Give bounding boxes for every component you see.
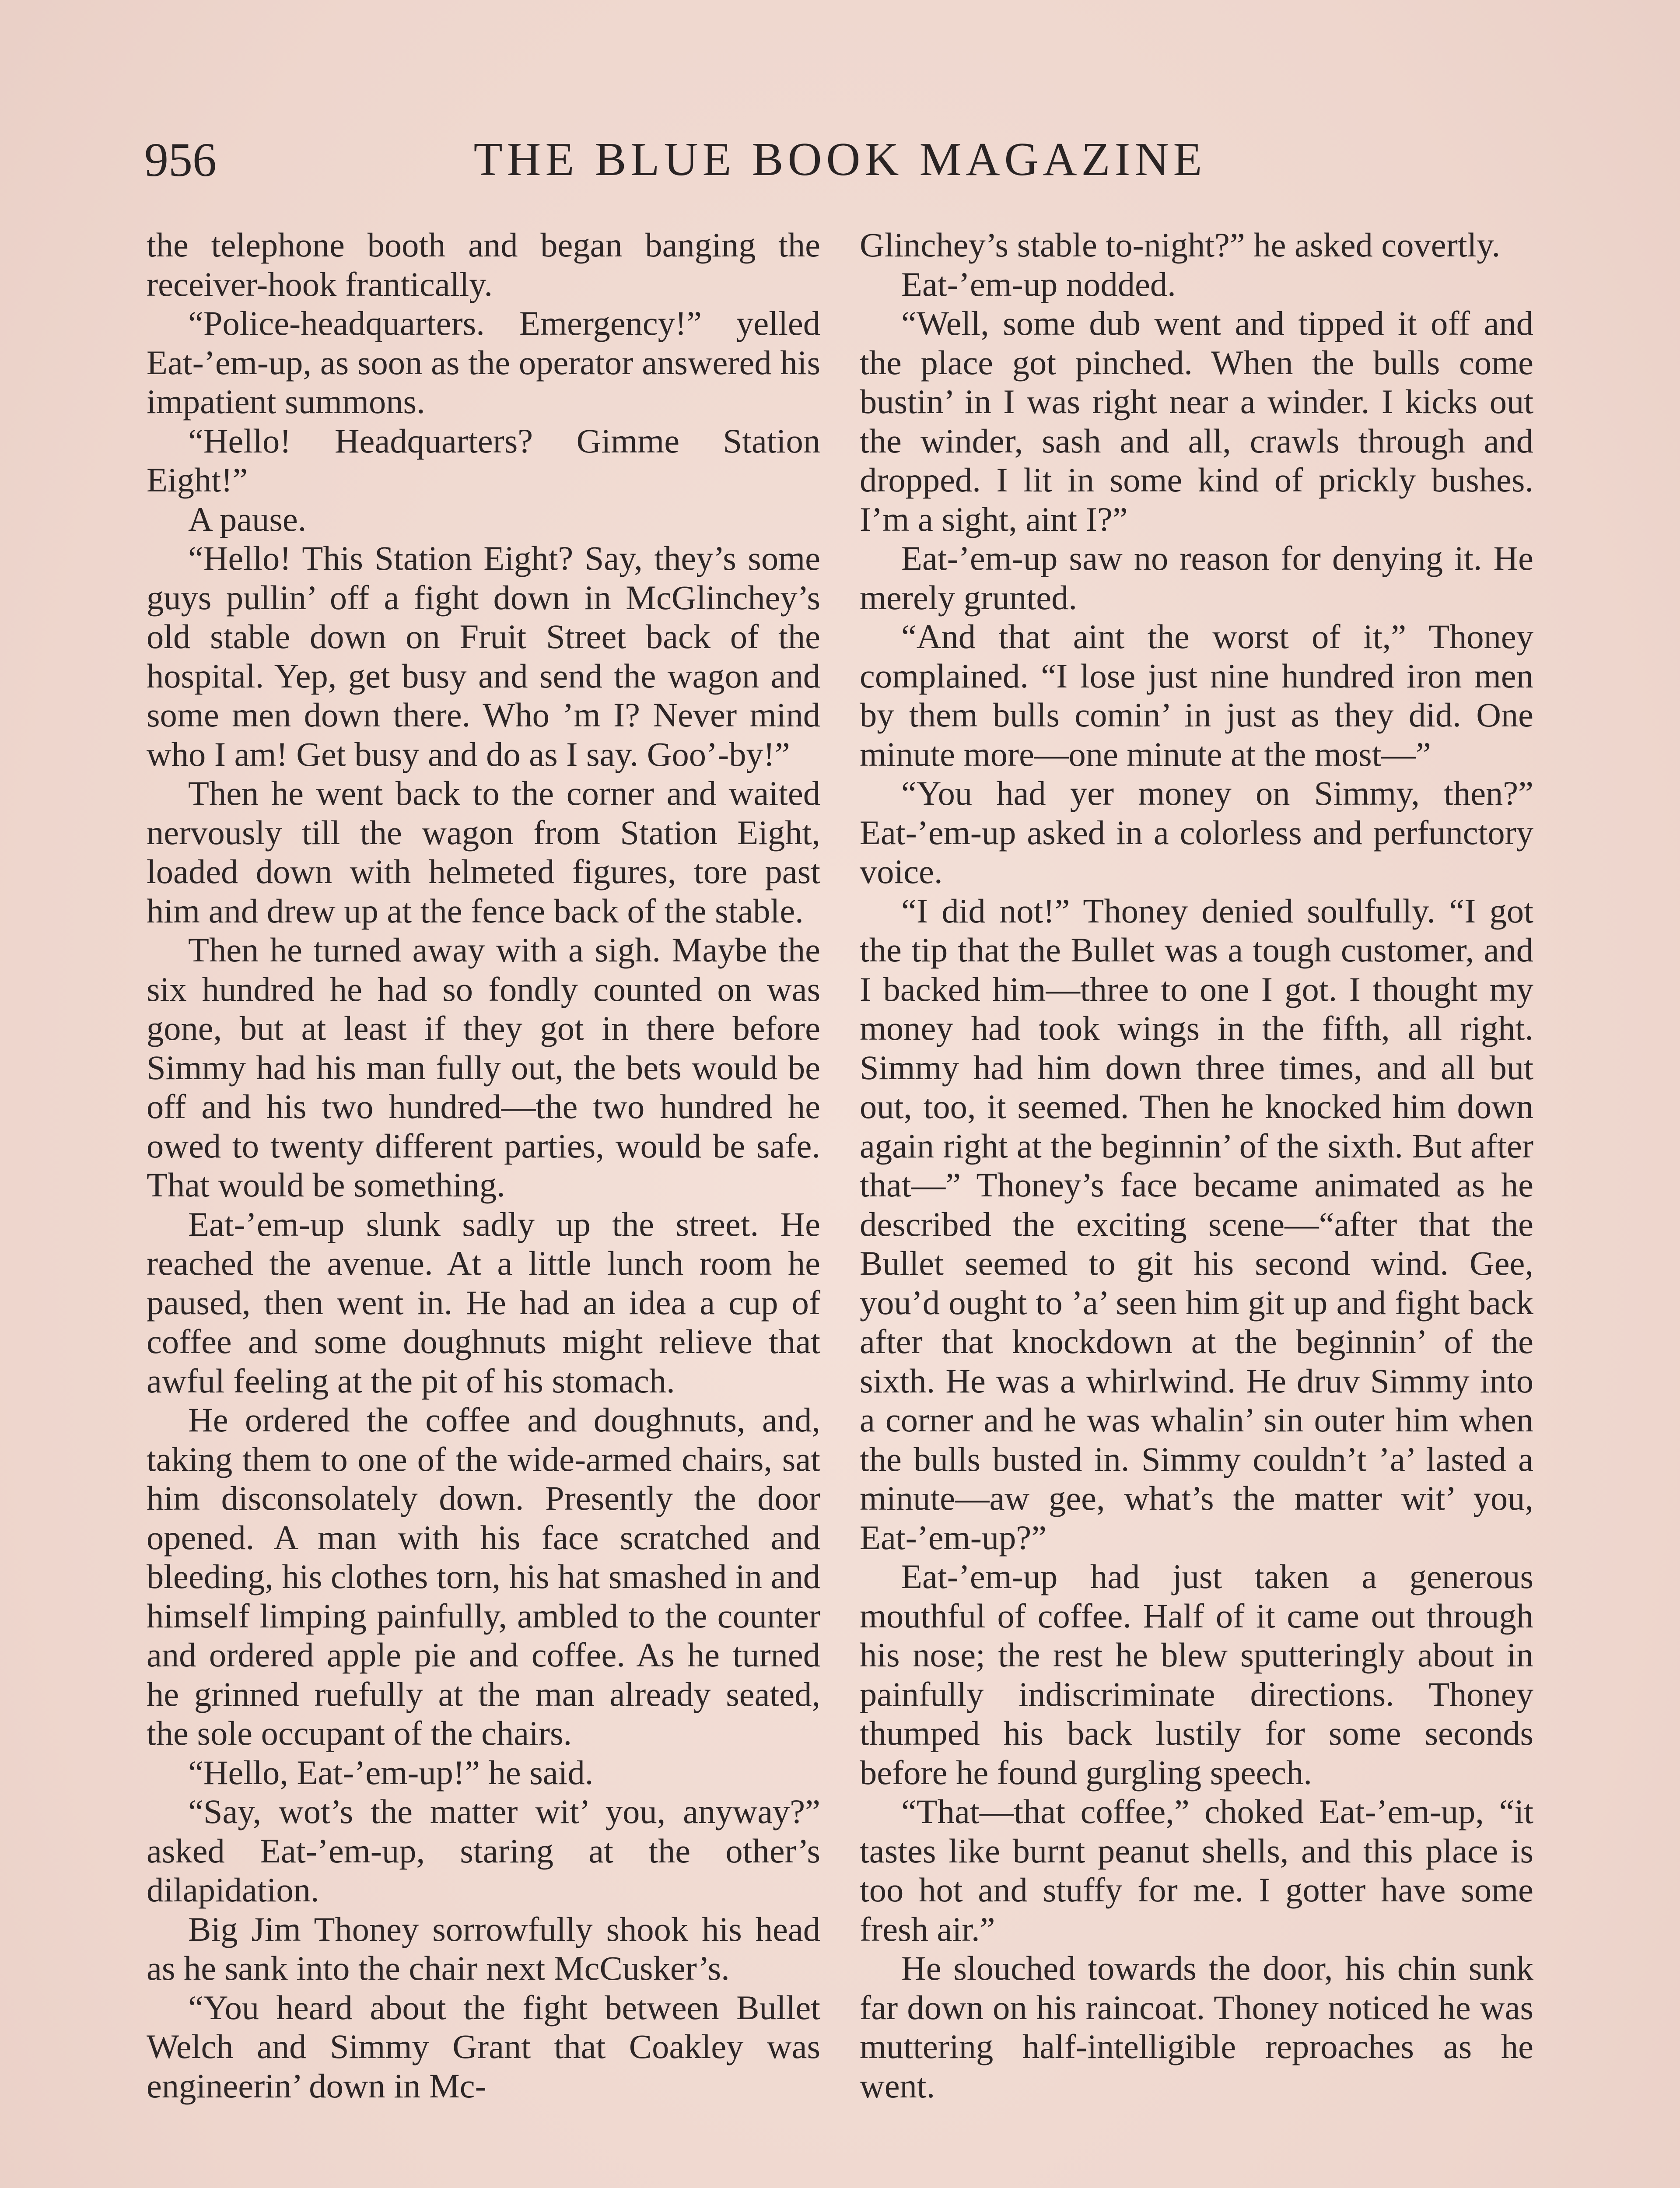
paragraph: “You heard about the fight between Bullet Welch and Simmy Grant that Coakley was engineerin’ down in Mc-	[147, 1988, 820, 2105]
paragraph: Big Jim Thoney sorrowfully shook his head as he sank into the chair next McCusker’s.	[147, 1910, 820, 1987]
paragraph: “Police-headquarters. Emergency!” yelled Eat-’em-up, as soon as the operator answered his impatient summons.	[147, 304, 820, 421]
right-text-column	[860, 225, 1533, 2105]
paragraph: “You had yer money on Simmy, then?” Eat-’em-up asked in a colorless and perfunctory voice.	[860, 774, 1533, 891]
paragraph: “Hello, Eat-’em-up!” he said.	[188, 1753, 594, 1792]
paragraph: “And that aint the worst of it,” Thoney complained. “I lose just nine hundred iron men by them bulls comin’ in just as they did. One minute more—one minute at the most—”	[860, 617, 1533, 773]
paragraph: “That—that coffee,” choked Eat-’em-up, “it tastes like burnt peanut shells, and this place is too hot and stuffy for me. I gotter have some fresh air.”	[860, 1792, 1533, 1948]
paragraph: Eat-’em-up had just taken a generous mouthful of coffee. Half of it came out through his nose; the rest he blew sputteringly about in painfully indiscriminate directions. Thoney thumped his back lustily for some seconds before he found gurgling speech.	[860, 1557, 1533, 1792]
magazine-title: THE BLUE BOOK MAGAZINE	[473, 133, 1207, 186]
paragraph: the telephone booth and began banging the receiver-hook frantically.	[147, 226, 820, 303]
paragraph: “Hello! This Station Eight? Say, they’s some guys pullin’ off a fight down in McGlinchey’s old stable down on Fruit Street back of the hospital. Yep, get busy and send the wagon and some men down there. Who ’m I? Never mind who I am! Get busy and do as I say. Goo’-by!”	[147, 539, 820, 773]
paragraph: A pause.	[188, 500, 307, 538]
paragraph: Eat-’em-up saw no reason for denying it. He merely grunted.	[860, 539, 1533, 617]
paragraph: “Well, some dub went and tipped it off and the place got pinched. When the bulls come bustin’ in I was right near a winder. I kicks out the winder, sash and all, crawls through and dropped. I lit in some kind of prickly bushes. I’m a sight, aint I?”	[860, 304, 1533, 538]
paragraph: Eat-’em-up slunk sadly up the street. He reached the avenue. At a little lunch room he paused, then went in. He had an idea a cup of coffee and some doughnuts might relieve that awful feeling at the pit of his stomach.	[147, 1205, 820, 1400]
paragraph: Then he went back to the corner and waited nervously till the wagon from Station Eight, loaded down with helmeted figures, tore past him and drew up at the fence back of the stable.	[147, 774, 820, 930]
paragraph: Then he turned away with a sigh. Maybe the six hundred he had so fondly counted on was gone, but at least if they got in there before Simmy had his man fully out, the bets would be off and his two hundred—the two hundred he owed to twenty different parties, would be safe. That would be something.	[147, 931, 820, 1204]
paragraph: He slouched towards the door, his chin sunk far down on his raincoat. Thoney noticed he was muttering half-intelligible reproaches as he went.	[860, 1949, 1533, 2105]
left-text-column	[147, 225, 820, 2105]
paragraph: Eat-’em-up nodded.	[901, 265, 1176, 303]
paragraph: “I did not!” Thoney denied soulfully. “I got the tip that the Bullet was a tough customer, and I backed him—three to one I got. I thought my money had took wings in the fifth, all right. Simmy had him down three times, and all but out, too, it seemed. Then he knocked him down again right at the beginnin’ of the sixth. But after that—” Thoney’s face became animated as he described the exciting scene—“after that the Bullet seemed to git his second wind. Gee, you’d ought to ’a’ seen him git up and fight back after that knockdown at the beginnin’ of the sixth. He was a whirlwind. He druv Simmy into a corner and he was whalin’ sin outer him when the bulls busted in. Simmy couldn’t ’a’ lasted a minute—aw gee, what’s the matter wit’ you, Eat-’em-up?”	[860, 891, 1533, 1557]
paragraph: “Hello! Headquarters? Gimme Station Eight!”	[147, 421, 820, 499]
paragraph: Glinchey’s stable to-night?” he asked covertly.	[860, 226, 1501, 264]
paragraph: He ordered the coffee and doughnuts, and, taking them to one of the wide-armed chairs, sat him disconsolately down. Presently the door opened. A man with his face scratched and bleeding, his clothes torn, his hat smashed in and himself limping painfully, ambled to the counter and ordered apple pie and coffee. As he turned he grinned ruefully at the man already seated, the sole occupant of the chairs.	[147, 1401, 820, 1752]
paragraph: “Say, wot’s the matter wit’ you, anyway?” asked Eat-’em-up, staring at the other’s dilapidation.	[147, 1792, 820, 1909]
page-header	[144, 127, 1536, 193]
page-number: 956	[144, 133, 217, 186]
